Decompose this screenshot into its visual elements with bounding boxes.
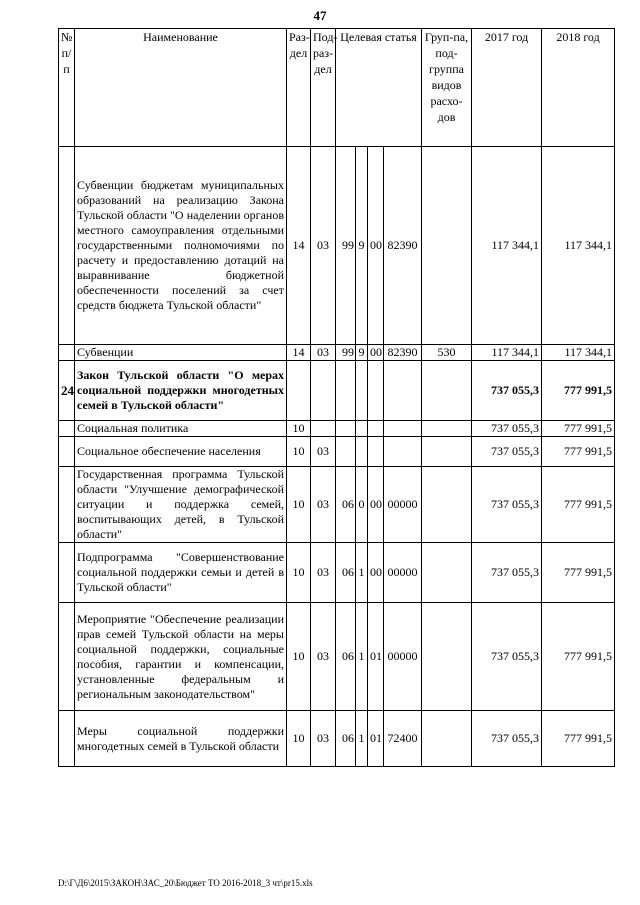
row-expense-group — [422, 603, 472, 711]
row-name: Меры социальной поддержки многодетных семей в Тульской области — [75, 711, 287, 767]
row-target-program — [336, 437, 356, 467]
row-target-direction: 82390 — [384, 345, 422, 361]
row-target-subprogram: 1 — [356, 711, 368, 767]
row-subsection — [311, 421, 336, 437]
table-row — [59, 543, 615, 603]
header-group: Груп-па, под-группа видов расхо-дов — [422, 29, 472, 147]
row-target-direction: 00000 — [384, 467, 422, 543]
row-target-program: 99 — [336, 345, 356, 361]
row-subsection: 03 — [311, 147, 336, 345]
row-expense-group — [422, 421, 472, 437]
row-number — [59, 421, 75, 437]
table-row — [59, 603, 615, 711]
row-name: Государственная программа Тульской области "Улучшение демографической ситуации и поддержка семей, воспитывающих детей, в Тульской области" — [75, 467, 287, 543]
row-amount-2018: 777 991,5 — [542, 603, 615, 711]
budget-table — [58, 28, 615, 767]
row-target-event — [368, 361, 384, 421]
row-subsection: 03 — [311, 437, 336, 467]
row-amount-2017: 737 055,3 — [472, 603, 542, 711]
table-row — [59, 345, 615, 361]
table-row — [59, 147, 615, 345]
row-subsection: 03 — [311, 543, 336, 603]
row-target-program — [336, 361, 356, 421]
row-target-direction — [384, 437, 422, 467]
row-target-subprogram — [356, 437, 368, 467]
row-expense-group — [422, 361, 472, 421]
row-amount-2017: 737 055,3 — [472, 711, 542, 767]
row-target-subprogram: 1 — [356, 603, 368, 711]
row-expense-group: 530 — [422, 345, 472, 361]
row-target-event — [368, 437, 384, 467]
row-number — [59, 467, 75, 543]
row-amount-2018: 777 991,5 — [542, 467, 615, 543]
header-target: Целевая статья — [336, 29, 422, 147]
table-header-row — [59, 29, 615, 147]
row-expense-group — [422, 437, 472, 467]
row-target-program: 99 — [336, 147, 356, 345]
row-amount-2017: 737 055,3 — [472, 421, 542, 437]
row-section — [287, 361, 311, 421]
row-target-program: 06 — [336, 603, 356, 711]
row-expense-group — [422, 711, 472, 767]
row-subsection: 03 — [311, 711, 336, 767]
header-year-2018: 2018 год — [542, 29, 615, 147]
row-section: 10 — [287, 467, 311, 543]
table-row — [59, 421, 615, 437]
row-number: 24 — [59, 361, 75, 421]
table-row — [59, 361, 615, 421]
row-target-subprogram — [356, 361, 368, 421]
row-expense-group — [422, 543, 472, 603]
header-name: Наименование — [75, 29, 287, 147]
row-expense-group — [422, 467, 472, 543]
row-section: 10 — [287, 421, 311, 437]
row-target-subprogram: 9 — [356, 345, 368, 361]
row-subsection — [311, 361, 336, 421]
table-row — [59, 467, 615, 543]
header-subsection: Под-раз-дел — [311, 29, 336, 147]
row-amount-2018: 777 991,5 — [542, 437, 615, 467]
row-section: 10 — [287, 543, 311, 603]
row-target-direction: 00000 — [384, 543, 422, 603]
row-target-program: 06 — [336, 543, 356, 603]
row-name: Подпрограмма "Совершенствование социальной поддержки семьи и детей в Тульской области" — [75, 543, 287, 603]
row-amount-2017: 737 055,3 — [472, 543, 542, 603]
row-amount-2018: 117 344,1 — [542, 147, 615, 345]
row-target-event: 01 — [368, 711, 384, 767]
row-section: 10 — [287, 603, 311, 711]
row-amount-2017: 117 344,1 — [472, 345, 542, 361]
row-number — [59, 543, 75, 603]
page-number: 47 — [313, 8, 327, 23]
row-number — [59, 603, 75, 711]
row-section: 14 — [287, 345, 311, 361]
row-subsection: 03 — [311, 603, 336, 711]
row-target-event: 01 — [368, 603, 384, 711]
table-row — [59, 711, 615, 767]
row-amount-2017: 737 055,3 — [472, 467, 542, 543]
row-name: Субвенции бюджетам муниципальных образований на реализацию Закона Тульской области "О наделении органов местного самоуправления отдельными государственными полномочиями по расчету и предоставлению дотаций на выравнивание бюджетной обеспеченности поселений за счет средств бюджета Тульской области" — [75, 147, 287, 345]
row-target-direction — [384, 361, 422, 421]
row-target-event: 00 — [368, 543, 384, 603]
row-target-direction: 00000 — [384, 603, 422, 711]
row-amount-2018: 777 991,5 — [542, 421, 615, 437]
row-target-program: 06 — [336, 711, 356, 767]
table-row — [59, 437, 615, 467]
row-amount-2017: 737 055,3 — [472, 437, 542, 467]
row-section: 10 — [287, 711, 311, 767]
row-section: 10 — [287, 437, 311, 467]
row-target-program — [336, 421, 356, 437]
header-section: Раз-дел — [287, 29, 311, 147]
row-target-event: 00 — [368, 345, 384, 361]
header-year-2017: 2017 год — [472, 29, 542, 147]
row-amount-2018: 777 991,5 — [542, 711, 615, 767]
row-amount-2017: 117 344,1 — [472, 147, 542, 345]
row-target-event: 00 — [368, 147, 384, 345]
row-target-subprogram: 9 — [356, 147, 368, 345]
row-subsection: 03 — [311, 345, 336, 361]
row-name: Мероприятие "Обеспечение реализации прав семей Тульской области на меры социальной поддержки, социальные пособия, гарантии и компенсации, установленные федеральным и региональным законодательством" — [75, 603, 287, 711]
row-target-subprogram: 0 — [356, 467, 368, 543]
row-target-direction — [384, 421, 422, 437]
row-subsection: 03 — [311, 467, 336, 543]
row-target-program: 06 — [336, 467, 356, 543]
row-section: 14 — [287, 147, 311, 345]
header-num: № п/п — [59, 29, 75, 147]
row-number — [59, 711, 75, 767]
row-target-event: 00 — [368, 467, 384, 543]
row-amount-2018: 777 991,5 — [542, 361, 615, 421]
row-expense-group — [422, 147, 472, 345]
row-number — [59, 345, 75, 361]
row-target-direction: 72400 — [384, 711, 422, 767]
row-amount-2018: 777 991,5 — [542, 543, 615, 603]
row-name: Субвенции — [75, 345, 287, 361]
row-name: Социальное обеспечение населения — [75, 437, 287, 467]
row-amount-2017: 737 055,3 — [472, 361, 542, 421]
row-name: Социальная политика — [75, 421, 287, 437]
row-target-subprogram: 1 — [356, 543, 368, 603]
row-number — [59, 147, 75, 345]
file-path-footer: D:\Г\Д6\2015\ЗАКОН\ЗАС_20\Бюджет ТО 2016-2018_3 чт\pr15.xls — [58, 878, 313, 888]
row-target-subprogram — [356, 421, 368, 437]
row-amount-2018: 117 344,1 — [542, 345, 615, 361]
row-target-event — [368, 421, 384, 437]
row-number — [59, 437, 75, 467]
row-target-direction: 82390 — [384, 147, 422, 345]
row-name: Закон Тульской области "О мерах социальной поддержки многодетных семей в Тульской области" — [75, 361, 287, 421]
